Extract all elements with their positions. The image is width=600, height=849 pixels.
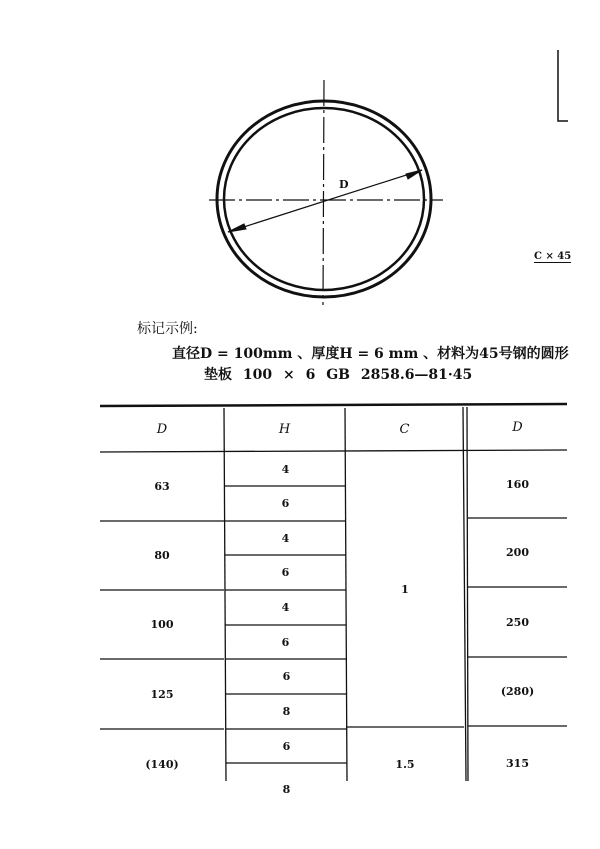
table-cell-h: 4: [281, 462, 290, 476]
table-cell-h: 6: [282, 670, 291, 683]
table-cell-d2: 250: [506, 615, 529, 629]
partial-bracket: [558, 50, 568, 121]
table-cell-d: 80: [154, 549, 170, 562]
table-cell-d2: 200: [506, 546, 529, 559]
chamfer-label: C × 45: [534, 251, 572, 262]
header-c: C: [399, 421, 410, 437]
table-cell-d: 125: [150, 687, 174, 701]
header-d2: D: [512, 419, 523, 435]
marking-example-line1: 直径D = 100mm 、厚度H = 6 mm 、材料为45号钢的圆形: [172, 346, 569, 362]
table-cell-d2: (280): [500, 685, 535, 698]
table-cell-d: 100: [150, 618, 174, 631]
table-cell-h: 6: [281, 497, 290, 510]
table-cell-c: 1.5: [395, 758, 415, 771]
dimension-label: D: [339, 178, 349, 191]
table-cell-h: 8: [282, 782, 291, 796]
table-cell-h: 6: [281, 635, 290, 649]
circular-plate-drawing: [209, 80, 443, 305]
marking-example-title: 标记示例:: [137, 321, 198, 337]
marking-example-line2: 垫板 100 × 6 GB 2858.6—81·45: [204, 367, 473, 383]
table-cell-d: (140): [145, 757, 179, 771]
table-cell-h: 6: [281, 566, 290, 579]
table-cell-h: 6: [282, 739, 291, 753]
table-cell-d2: 315: [506, 756, 529, 770]
table-cell-h: 4: [281, 601, 290, 614]
header-d: D: [156, 421, 168, 437]
table-cell-h: 8: [282, 705, 291, 718]
table-cell-d2: 160: [506, 477, 529, 491]
table-cell-d: 63: [154, 480, 170, 493]
table-cell-c: 1: [401, 583, 409, 596]
header-h: H: [278, 421, 291, 437]
table-cell-h: 4: [281, 531, 290, 545]
